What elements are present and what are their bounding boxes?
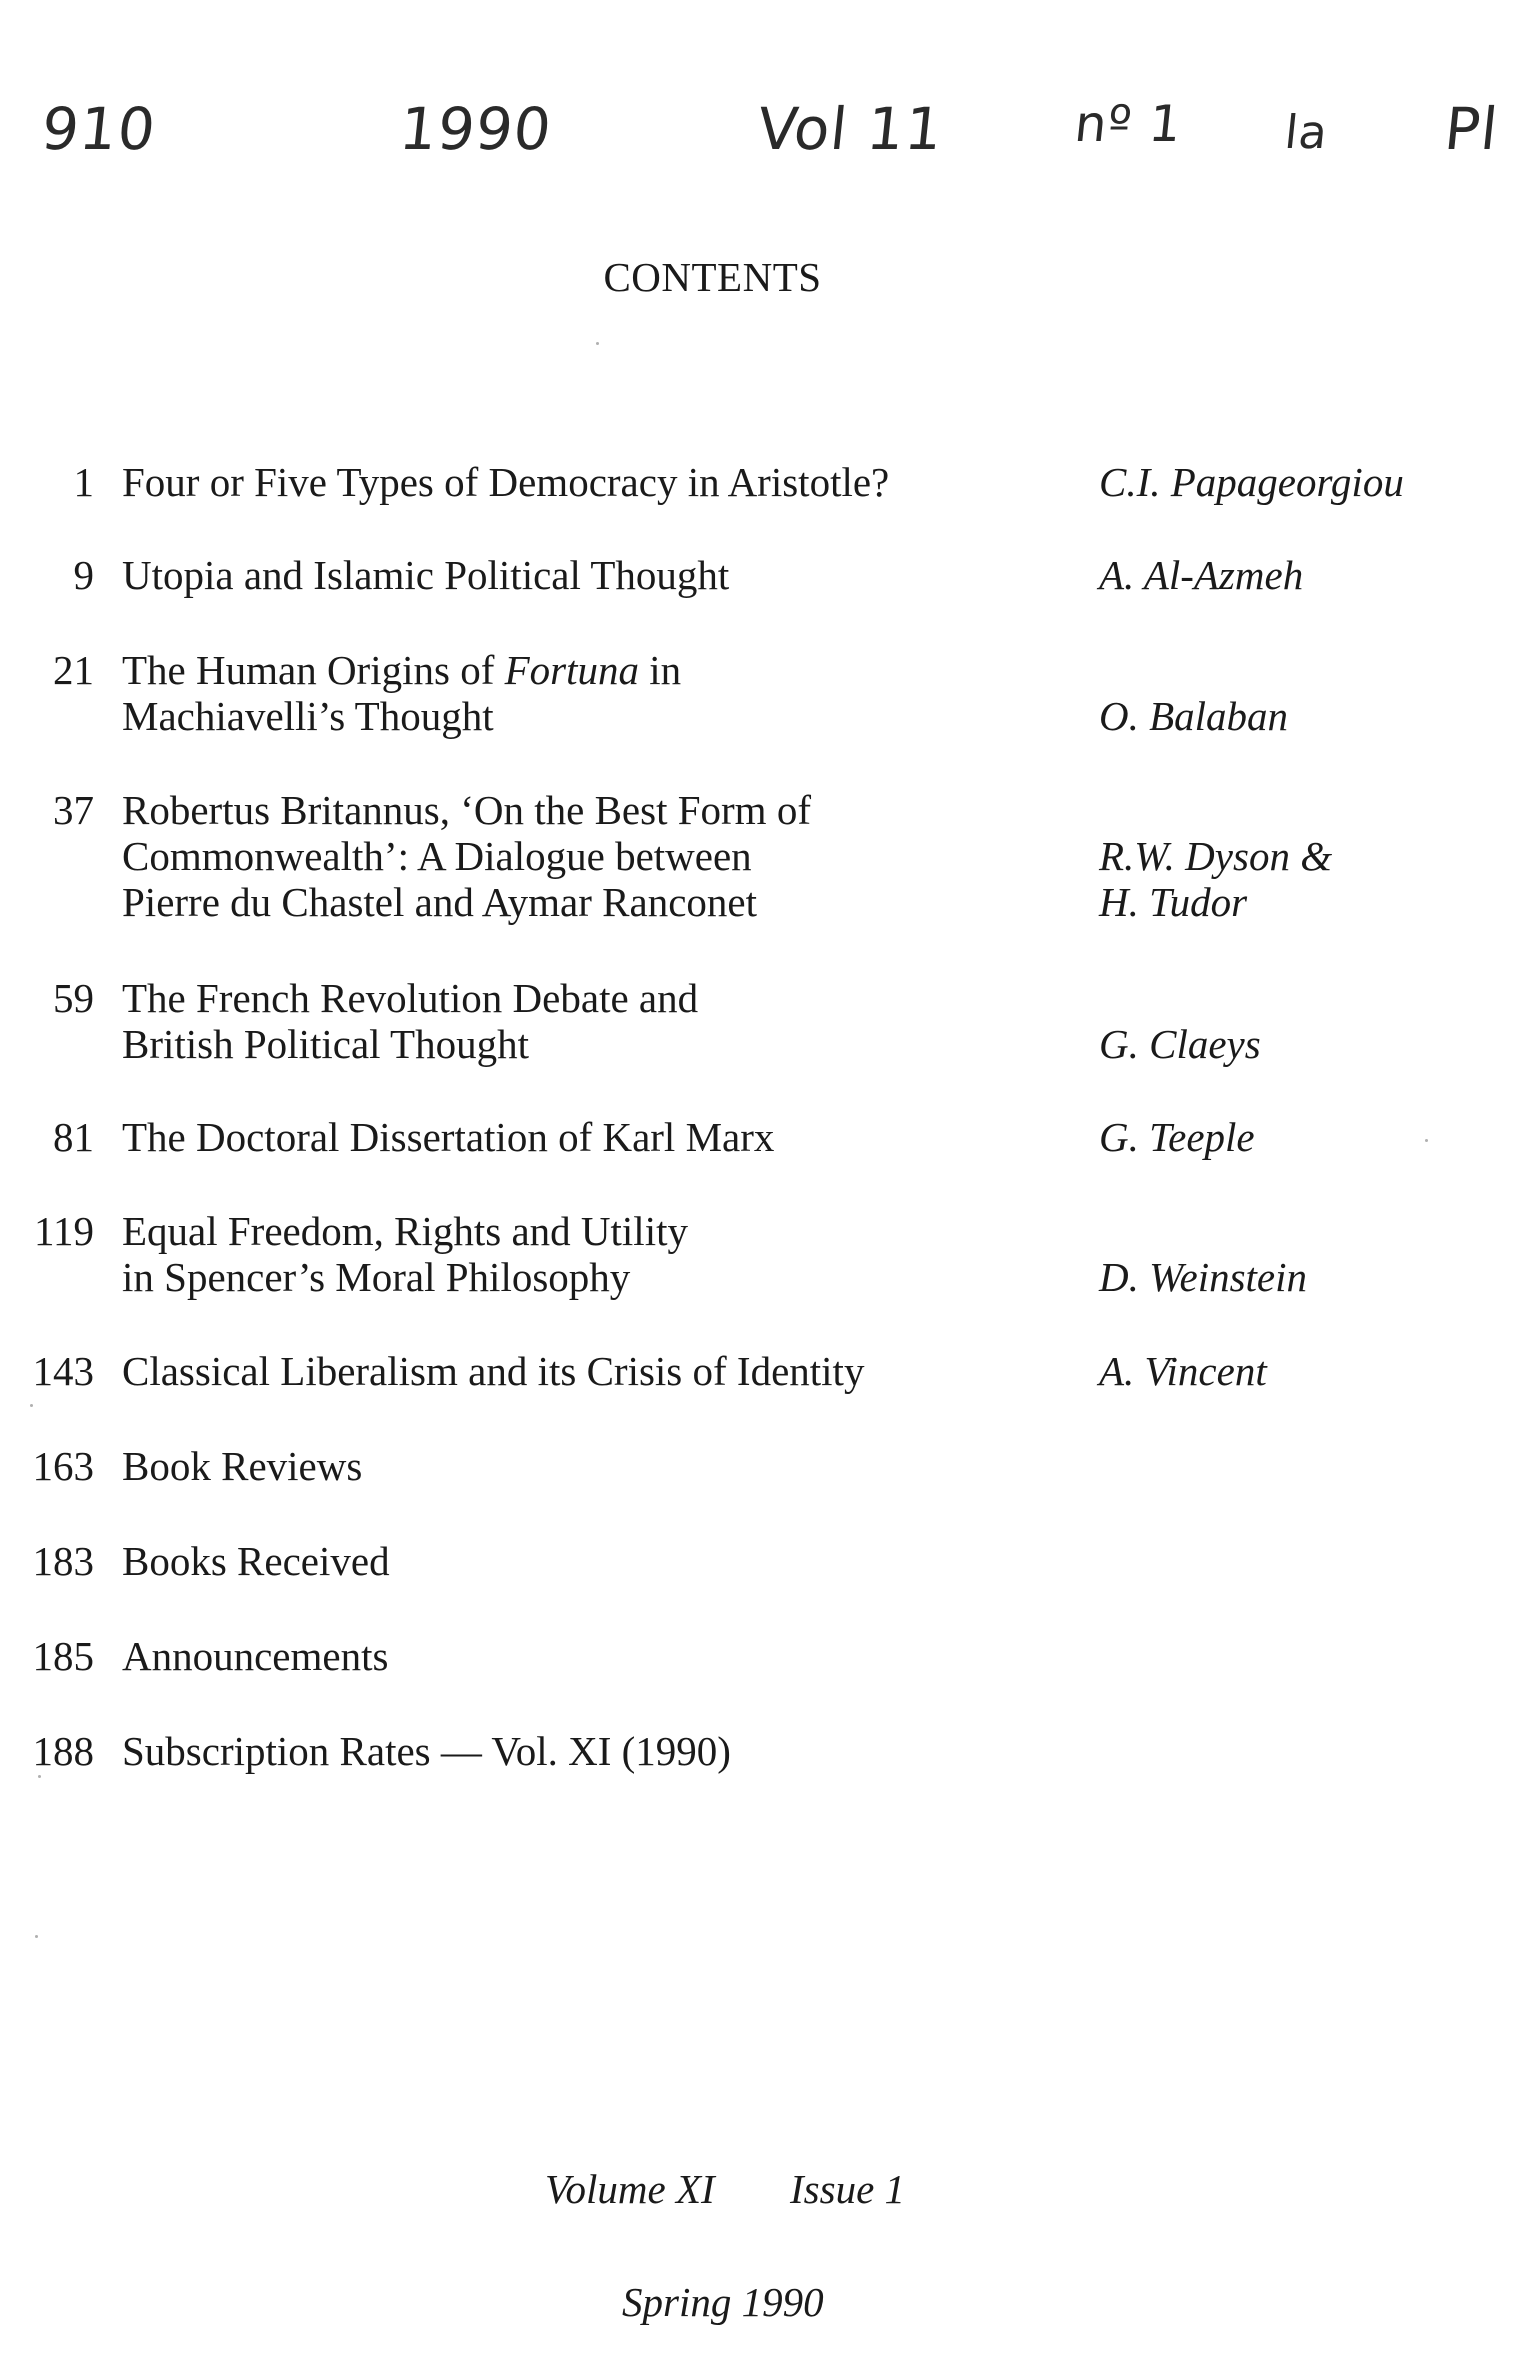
- article-title: Four or Five Types of Democracy in Aristotle?: [122, 459, 890, 505]
- page-number: 143: [32, 1348, 94, 1394]
- footer-issue: Issue 1: [790, 2166, 906, 2212]
- footer-season: Spring 1990: [622, 2279, 824, 2325]
- handwritten-la: la: [1282, 105, 1331, 159]
- scan-speck: [35, 1935, 38, 1938]
- handwritten-call-number: 910: [38, 95, 160, 163]
- handwritten-volume: Vol 11: [754, 95, 947, 163]
- article-author: R.W. Dyson & H. Tudor: [1099, 833, 1333, 925]
- scan-speck: [38, 1775, 41, 1778]
- article-author: G. Claeys: [1099, 1021, 1261, 1067]
- page-number: 163: [32, 1443, 94, 1489]
- page-number: 21: [53, 647, 94, 693]
- scan-speck: [30, 1404, 33, 1407]
- page-number: 183: [32, 1538, 94, 1584]
- page-number: 185: [32, 1633, 94, 1679]
- article-title: The Doctoral Dissertation of Karl Marx: [122, 1114, 775, 1160]
- page-title: CONTENTS: [603, 254, 822, 300]
- article-title: Utopia and Islamic Political Thought: [122, 552, 730, 598]
- page-number: 59: [53, 975, 94, 1021]
- article-title: The Human Origins of Fortuna in Machiavelli’s Thought: [122, 647, 682, 739]
- page-number: 1: [73, 459, 94, 505]
- article-title: Announcements: [122, 1633, 389, 1679]
- article-title: The French Revolution Debate and British Political Thought: [122, 975, 699, 1067]
- article-title: Classical Liberalism and its Crisis of Identity: [122, 1348, 865, 1394]
- article-author: O. Balaban: [1099, 693, 1289, 739]
- footer-volume: Volume XI: [545, 2166, 715, 2212]
- handwritten-year: 1990: [396, 95, 556, 163]
- page-number: 119: [34, 1208, 94, 1254]
- page-number: 81: [53, 1114, 94, 1160]
- article-title: Subscription Rates — Vol. XI (1990): [122, 1728, 731, 1774]
- article-title: Robertus Britannus, ‘On the Best Form of Commonwealth’: A Dialogue between Pierre du Chastel and Aymar Ranconet: [122, 787, 811, 925]
- article-author: A. Al-Azmeh: [1099, 552, 1304, 598]
- article-author: C.I. Papageorgiou: [1099, 459, 1404, 505]
- scan-speck: [596, 342, 599, 345]
- article-author: A. Vincent: [1099, 1348, 1267, 1394]
- article-title: Equal Freedom, Rights and Utility in Spencer’s Moral Philosophy: [122, 1208, 688, 1300]
- article-author: D. Weinstein: [1099, 1254, 1308, 1300]
- article-author: G. Teeple: [1099, 1114, 1255, 1160]
- page-number: 188: [32, 1728, 94, 1774]
- page-number: 37: [53, 787, 94, 833]
- article-title: Books Received: [122, 1538, 390, 1584]
- page-number: 9: [73, 552, 94, 598]
- scan-speck: [1425, 1139, 1428, 1142]
- handwritten-number: nº 1: [1071, 95, 1186, 153]
- handwritten-pl: Pl: [1441, 95, 1502, 163]
- article-title: Book Reviews: [122, 1443, 363, 1489]
